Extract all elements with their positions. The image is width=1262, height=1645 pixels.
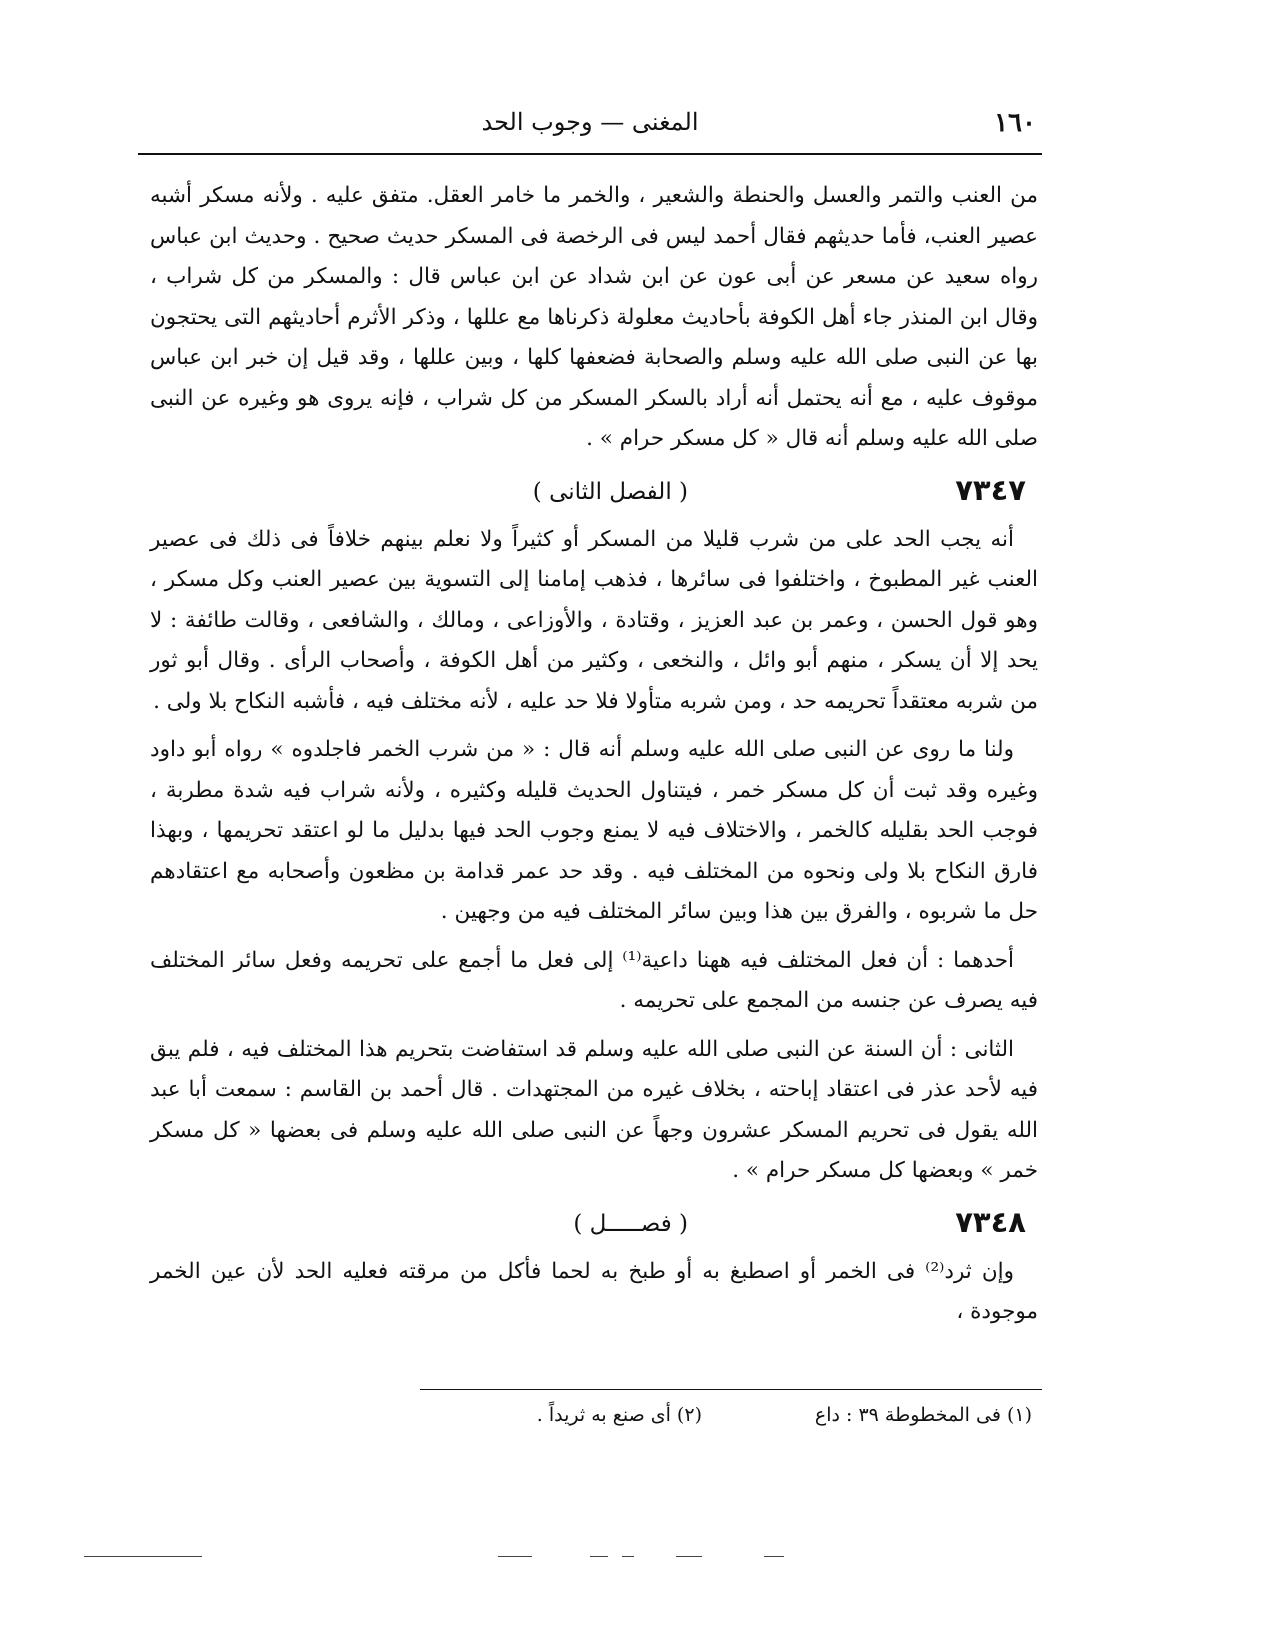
body-text <box>150 176 1038 1333</box>
paragraph: الثانى : أن السنة عن النبى صلى الله عليه وسلم قد استفاضت بتحريم هذا المختلف فيه ، فلم يبق فيه لأحد عذر فى اعتقاد إباحته ، بخلاف غيره من المجتهدات . قال أحمد بن القاسم : سمعت أبا عبد الله يقول فى تحريم المسكر عشرون وجهاً عن النبى صلى الله عليه وسلم فى بعضها « كل مسكر خمر » وبعضها كل مسكر حرام » . <box>150 1036 1038 1183</box>
footnote-2: (٢) أى صنع به ثريداً . <box>536 1404 702 1426</box>
scan-mark <box>764 1556 784 1557</box>
scan-mark <box>622 1556 634 1557</box>
scan-mark <box>498 1556 532 1557</box>
scan-mark <box>84 1556 202 1557</box>
scan-mark <box>676 1556 702 1557</box>
footnote-1: (١) فى المخطوطة ٣٩ : داع <box>814 1404 1032 1426</box>
paragraph: ولنا ما روى عن النبى صلى الله عليه وسلم أنه قال : « من شرب الخمر فاجلدوه » رواه أبو داود وغيره وقد ثبت أن كل مسكر خمر ، فيتناول الحديث قليله وكثيره ، ولأنه شراب فيه شدة مطربة ، فوجب الحد بقليله كالخمر ، والاختلاف فيه لا يمنع وجوب الحد فيها بدليل ما لو اعتقد تحريمها ، وبهذا فارق النكاح بلا ولى ونحوه من المختلف فيه . وقد حد عمر قدامة بن مظعون وأصحابه مع اعتقادهم حل ما شربوه ، والفرق بين هذا وبين سائر المختلف فيه من وجهين . <box>150 737 1038 924</box>
section-number: ٧٣٤٧ <box>955 472 1026 507</box>
footnote-rule <box>420 1389 1042 1390</box>
scan-marks <box>0 1556 1262 1566</box>
paragraph: أنه يجب الحد على من شرب قليلا من المسكر أو كثيراً ولا نعلم بينهم خلافاً فى ذلك فى عصير العنب غير المطبوخ ، واختلفوا فى سائرها ، فذهب إمامنا إلى التسوية بين عصير العنب وكل مسكر ، وهو قول الحسن ، وعمر بن عبد العزيز ، وقتادة ، والأوزاعى ، ومالك ، والشافعى ، وقالت طائفة : لا يحد إلا أن يسكر ، منهم أبو وائل ، والنخعى ، وكثير من أهل الكوفة ، وأصحاب الرأى . وقال أبو ثور من شربه معتقداً تحريمه حد ، ومن شربه متأولا فلا حد عليه ، لأنه مختلف فيه ، فأشبه النكاح بلا ولى . <box>150 526 1038 714</box>
header-rule <box>138 153 1042 155</box>
section-heading <box>150 464 1038 518</box>
section-title: ( فصـــــل ) <box>573 1210 688 1237</box>
page-number: ١٦٠ <box>994 108 1036 138</box>
paragraph: وإن ثرد⁽²⁾ فى الخمر أو اصطبغ به أو طبخ به لحما فأكل من مرقته فعليه الحد لأن عين الخمر موجودة ، <box>150 1258 1038 1324</box>
section-heading <box>150 1196 1038 1250</box>
page-header <box>138 102 1042 148</box>
section-title: ( الفصل الثانى ) <box>532 478 688 505</box>
scan-mark <box>590 1556 608 1557</box>
paragraph: أحدهما : أن فعل المختلف فيه ههنا داعية⁽¹⁾ إلى فعل ما أجمع على تحريمه وفعل سائر المختلف فيه يصرف عن جنسه من المجمع على تحريمه . <box>150 947 1038 1013</box>
paragraph: من العنب والتمر والعسل والحنطة والشعير ، والخمر ما خامر العقل. متفق عليه . ولأنه مسكر أشبه عصير العنب، فأما حديثهم فقال أحمد ليس فى الرخصة فى المسكر حديث صحيح . وحديث ابن عباس رواه سعيد عن مسعر عن أبى عون عن ابن شداد عن ابن عباس قال : والمسكر من كل شراب ، وقال ابن المنذر جاء أهل الكوفة بأحاديث معلولة ذكرناها مع عللها ، وذكر الأثرم أحاديثهم التى يحتجون بها عن النبى صلى الله عليه وسلم والصحابة فضعفها كلها ، وبين عللها ، وقد قيل إن خبر ابن عباس موقوف عليه ، مع أنه يحتمل أنه أراد بالسكر المسكر من كل شراب ، فإنه يروى هو وغيره عن النبى صلى الله عليه وسلم أنه قال « كل مسكر حرام » . <box>150 183 1038 451</box>
running-title: المغنى — وجوب الحد <box>481 108 699 136</box>
section-number: ٧٣٤٨ <box>955 1204 1026 1239</box>
